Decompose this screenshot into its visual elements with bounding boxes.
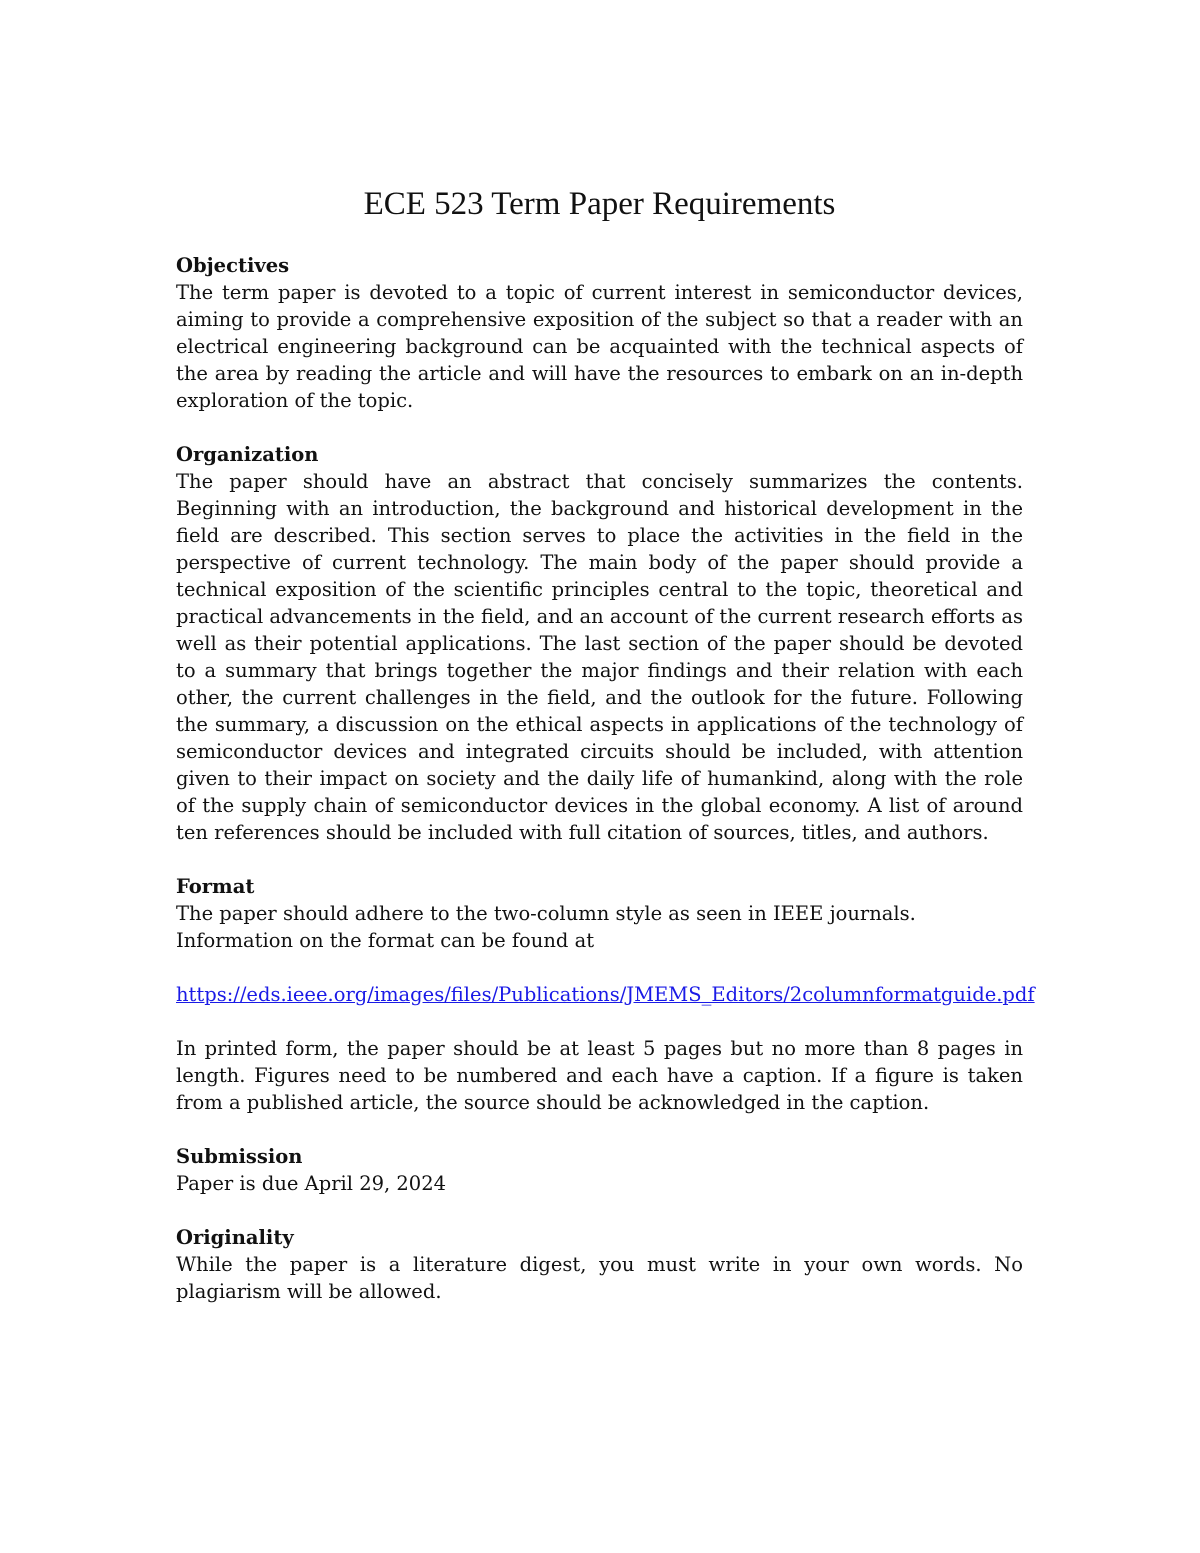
submission-body: Paper is due April 29, 2024 — [176, 1172, 447, 1195]
heading-objectives: Objectives — [176, 254, 290, 277]
heading-organization: Organization — [176, 443, 319, 466]
format-intro: The paper should adhere to the two-column style as seen in IEEE journals. Information on the format can be found at — [176, 902, 916, 952]
section-submission — [176, 1143, 1023, 1197]
document-page — [176, 183, 1035, 1332]
originality-body: While the paper is a literature digest, you must write in your own words. No plagiarism will be allowed. — [176, 1253, 1023, 1303]
heading-format: Format — [176, 875, 255, 898]
format-guide-link[interactable]: https://eds.ieee.org/images/files/Publications/JMEMS_Editors/2columnformatguide.pdf — [176, 983, 1035, 1006]
section-originality — [176, 1224, 1023, 1305]
heading-submission: Submission — [176, 1145, 303, 1168]
format-body: In printed form, the paper should be at least 5 pages but no more than 8 pages in length. Figures need to be numbered and each have a caption. If a figure is taken from a published article, the source should be acknowledged in the caption. — [176, 1037, 1023, 1114]
organization-body: The paper should have an abstract that concisely summarizes the contents. Beginning with an introduction, the background and historical development in the field are described. This section serves to place the activities in the field in the perspective of current technology. The main body of the paper should provide a technical exposition of the scientific principles central to the topic, theoretical and practical advancements in the field, and an account of the current research efforts as well as their potential applications. The last section of the paper should be devoted to a summary that brings together the major findings and their relation with each other, the current challenges in the field, and the outlook for the future. Following the summary, a discussion on the ethical aspects in applications of the technology of semiconductor devices and integrated circuits should be included, with attention given to their impact on society and the daily life of humankind, along with the role of the supply chain of semiconductor devices in the global economy. A list of around ten references should be included with full citation of sources, titles, and authors. — [176, 470, 1023, 844]
section-organization — [176, 441, 1023, 846]
heading-originality: Originality — [176, 1226, 294, 1249]
objectives-body: The term paper is devoted to a topic of current interest in semiconductor devices, aiming to provide a comprehensive exposition of the subject so that a reader with an electrical engineering background can be acquainted with the technical aspects of the area by reading the article and will have the resources to embark on an in-depth exploration of the topic. — [176, 281, 1023, 412]
document-title: ECE 523 Term Paper Requirements — [363, 186, 836, 222]
format-link-line — [176, 981, 1035, 1008]
section-format — [176, 873, 1035, 1116]
section-objectives — [176, 252, 1023, 414]
